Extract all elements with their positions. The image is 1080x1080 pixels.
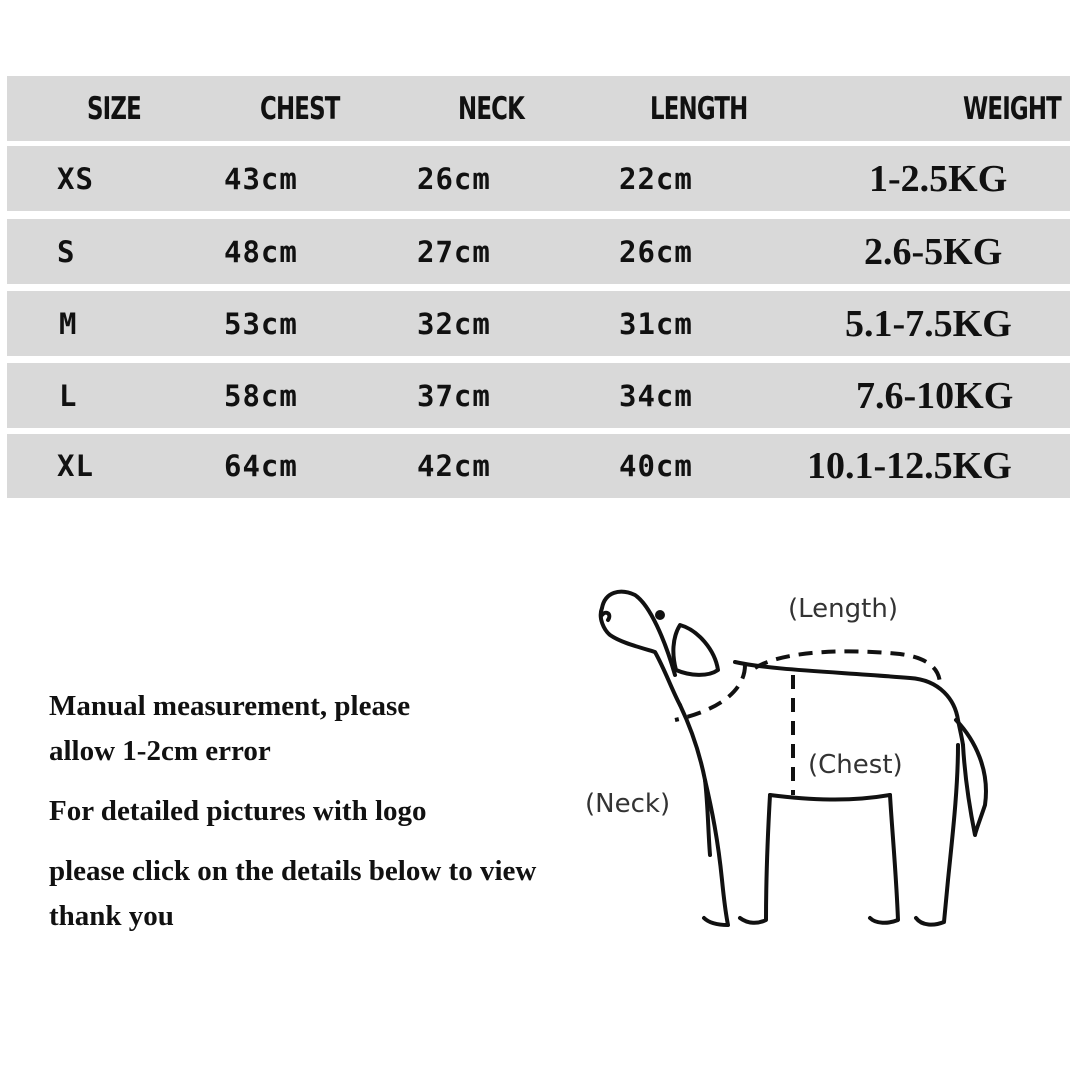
header-chest: CHEST xyxy=(260,90,340,127)
weight-cell: 5.1-7.5KG xyxy=(845,302,1012,345)
chest-label: (Chest) xyxy=(808,750,903,780)
weight-cell: 2.6-5KG xyxy=(864,230,1003,273)
length-cell: 31cm xyxy=(619,306,693,341)
length-cell: 26cm xyxy=(619,234,693,269)
note-line: please click on the details below to view xyxy=(49,855,537,887)
size-cell: S xyxy=(57,234,76,269)
table-row xyxy=(7,291,1070,356)
length-cell: 34cm xyxy=(619,378,693,413)
dog-head-outline xyxy=(601,592,680,705)
length-label: (Length) xyxy=(788,594,898,624)
neck-cell: 32cm xyxy=(417,306,491,341)
neck-cell: 42cm xyxy=(417,449,491,483)
weight-cell: 7.6-10KG xyxy=(856,374,1014,417)
chest-cell: 43cm xyxy=(224,161,298,196)
length-cell: 40cm xyxy=(619,449,693,483)
neck-cell: 26cm xyxy=(417,161,491,196)
size-cell: M xyxy=(59,306,78,341)
weight-cell: 10.1-12.5KG xyxy=(807,445,1012,487)
dog-hind-leg-back xyxy=(916,745,958,925)
length-cell: 22cm xyxy=(619,161,693,196)
weight-cell: 1-2.5KG xyxy=(869,157,1008,200)
dog-ear xyxy=(673,625,718,675)
dog-back xyxy=(735,662,963,745)
dog-front-leg-back xyxy=(740,795,770,923)
header-size: SIZE xyxy=(87,90,141,127)
size-cell: XS xyxy=(57,161,94,196)
neck-cell: 37cm xyxy=(417,378,491,413)
neck-cell: 27cm xyxy=(417,234,491,269)
table-header-row xyxy=(7,76,1070,141)
dog-measurement-diagram xyxy=(580,580,1000,950)
chest-cell: 48cm xyxy=(224,234,298,269)
chest-cell: 53cm xyxy=(224,306,298,341)
chest-cell: 58cm xyxy=(224,378,298,413)
header-length: LENGTH xyxy=(650,90,748,127)
chest-cell: 64cm xyxy=(224,449,298,483)
dog-nose xyxy=(602,613,609,620)
header-weight: WEIGHT xyxy=(963,90,1061,127)
header-neck: NECK xyxy=(458,90,524,127)
note-line: allow 1-2cm error xyxy=(49,735,271,767)
dog-hind-leg xyxy=(870,795,898,923)
dog-belly xyxy=(770,795,890,800)
note-line: Manual measurement, please xyxy=(49,690,411,722)
table-row xyxy=(7,434,1070,498)
table-row xyxy=(7,363,1070,428)
dog-eye xyxy=(657,612,663,618)
table-row xyxy=(7,146,1070,211)
note-line: thank you xyxy=(49,900,174,932)
neck-label: (Neck) xyxy=(585,789,671,819)
table-row xyxy=(7,219,1070,284)
size-cell: XL xyxy=(57,449,94,483)
size-cell: L xyxy=(59,378,78,413)
note-line: For detailed pictures with logo xyxy=(49,795,427,827)
